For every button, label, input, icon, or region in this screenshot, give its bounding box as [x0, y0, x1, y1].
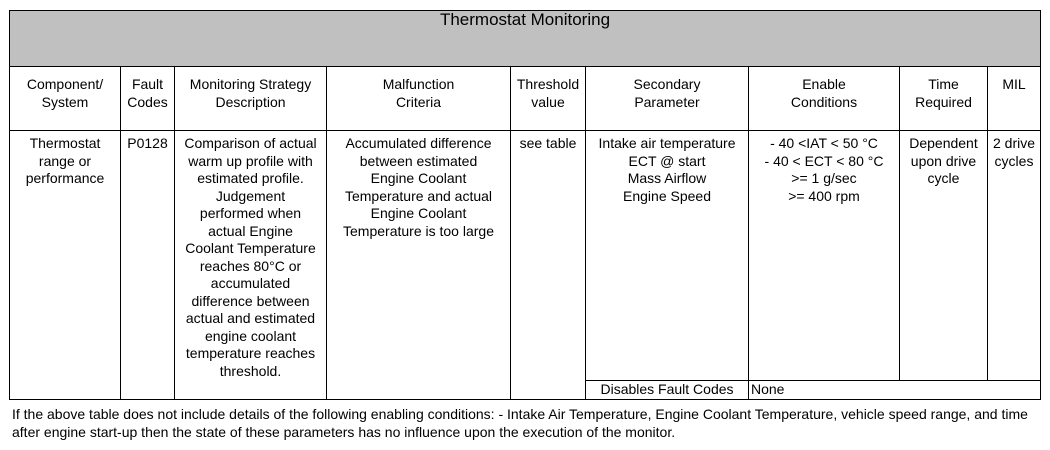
cell-text: between estimated — [359, 152, 478, 169]
col-header-text: Conditions — [790, 93, 858, 110]
cell-text: Mass Airflow — [627, 170, 707, 186]
col-header-text: Malfunction — [382, 76, 455, 92]
cell-threshold — [511, 131, 586, 400]
cell-text: temperature reaches — [185, 345, 316, 361]
col-header-text: Time — [928, 76, 959, 92]
cell-text: estimated profile. — [197, 170, 304, 186]
cell-text: Temperature is too large — [343, 222, 494, 239]
cell-text: ECT @ start — [628, 152, 706, 169]
col-header-mil — [988, 67, 1041, 131]
cell-text: Intake air temperature — [598, 135, 736, 151]
header-row — [10, 67, 1041, 131]
cell-text: warm up profile with — [188, 152, 313, 169]
col-header-text: Codes — [127, 93, 168, 110]
cell-text: Comparison of actual — [184, 135, 317, 151]
cell-time — [900, 131, 988, 381]
monitoring-sheet — [9, 10, 1040, 400]
col-header-text: Monitoring Strategy — [189, 76, 312, 92]
cell-text: see table — [519, 135, 577, 151]
cell-strategy — [175, 131, 327, 400]
col-header-text: System — [41, 93, 89, 110]
col-header-text: MIL — [1002, 76, 1026, 92]
cell-secondary — [586, 131, 749, 381]
cell-text: performed when — [199, 205, 302, 221]
col-header-text: Secondary — [633, 76, 701, 92]
cell-mil — [988, 131, 1041, 381]
cell-text: Engine Coolant — [370, 205, 467, 221]
cell-text: threshold. — [219, 362, 282, 379]
cell-text: range or — [38, 152, 92, 169]
col-header-text: Fault — [131, 76, 164, 92]
col-header-threshold — [511, 67, 586, 131]
table-title: Thermostat Monitoring — [10, 11, 1041, 67]
cell-fault-code — [121, 131, 175, 400]
cell-text: accumulated — [210, 275, 291, 291]
cell-text: Coolant Temperature — [185, 240, 316, 256]
cell-text: cycles — [994, 152, 1034, 169]
cell-text: difference between — [191, 292, 310, 309]
col-header-text: Description — [215, 93, 286, 110]
footnote: If the above table does not include details of the following enabling conditions: - Intake Air Temperature, Engine Coolant Temperature, vehicle speed range, and time after engine start-up then the state of these parameters has no influence upon the execution of the monitor. — [12, 406, 1028, 440]
col-header-secondary — [586, 67, 749, 131]
col-header-strategy — [175, 67, 327, 131]
cell-text: Thermostat — [29, 135, 101, 151]
cell-text: 2 drive — [992, 135, 1036, 151]
cell-text: Engine Coolant — [370, 170, 467, 186]
col-header-text: Component/ — [26, 76, 104, 92]
disables-label: Disables Fault Codes — [586, 381, 749, 400]
cell-text: Accumulated difference — [345, 135, 492, 151]
cell-text: P0128 — [127, 135, 168, 151]
cell-malfunction — [327, 131, 511, 400]
cell-text: - 40 < ECT < 80 °C — [764, 152, 884, 169]
table-row — [10, 131, 1041, 381]
cell-text: >= 400 rpm — [788, 187, 860, 204]
col-header-text: Enable — [802, 76, 846, 92]
cell-text: Judgement — [215, 187, 286, 204]
cell-text: - 40 <IAT < 50 °C — [770, 135, 878, 151]
col-header-text: value — [531, 93, 565, 110]
cell-text: reaches 80°C or — [199, 257, 302, 274]
col-header-text: Required — [915, 93, 972, 110]
cell-text: Temperature and actual — [344, 187, 493, 204]
col-header-text: Criteria — [395, 93, 442, 110]
cell-text: Dependent — [909, 135, 978, 151]
col-header-time — [900, 67, 988, 131]
cell-enable — [749, 131, 900, 381]
cell-text: performance — [25, 170, 105, 186]
cell-text: >= 1 g/sec — [791, 170, 857, 186]
col-header-text: Threshold — [516, 76, 580, 92]
cell-text: engine coolant — [204, 327, 297, 344]
col-header-enable — [749, 67, 900, 131]
cell-text: actual and estimated — [185, 310, 316, 326]
col-header-fault-codes — [121, 67, 175, 131]
thermostat-monitoring-table — [9, 10, 1041, 400]
col-header-text: Parameter — [634, 93, 700, 110]
col-header-malfunction — [327, 67, 511, 131]
cell-text: Engine Speed — [623, 187, 711, 204]
cell-text: cycle — [927, 170, 960, 186]
cell-component — [10, 131, 121, 400]
col-header-component — [10, 67, 121, 131]
cell-text: upon drive — [910, 152, 977, 169]
cell-text: actual Engine — [208, 222, 293, 239]
disables-value: None — [749, 381, 1041, 400]
